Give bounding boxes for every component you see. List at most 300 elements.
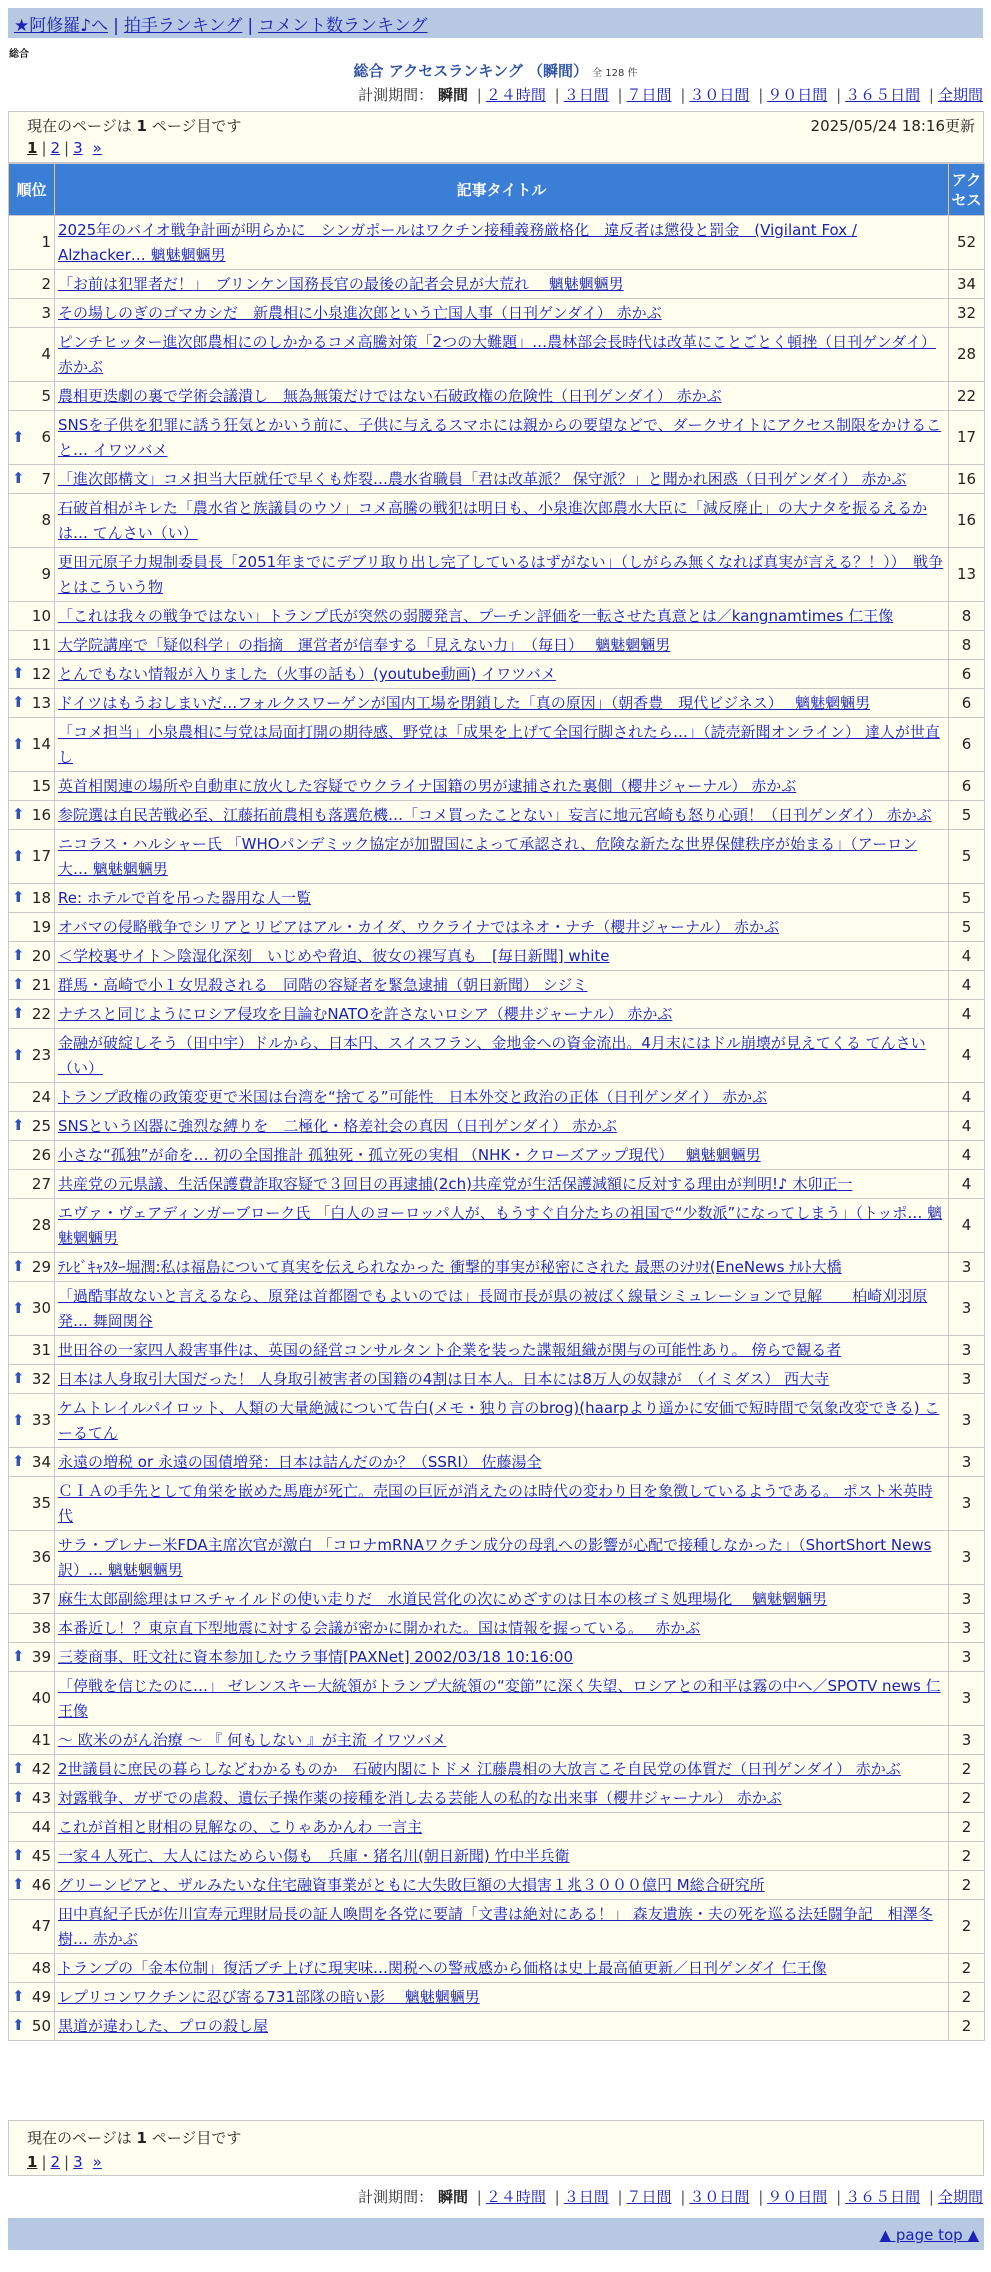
rank-cell bbox=[9, 1784, 55, 1813]
rank-number: 32 bbox=[31, 1369, 51, 1388]
rank-number: 27 bbox=[31, 1174, 51, 1193]
rank-number: 34 bbox=[31, 1452, 51, 1471]
rank-number: 45 bbox=[31, 1846, 51, 1865]
article-link[interactable]: SNSという凶器に強烈な縛りを 二極化・格差社会の真因（日刊ゲンダイ） 赤かぶ bbox=[58, 1117, 617, 1135]
rank-number: 12 bbox=[31, 664, 51, 683]
page-info-suffix: ページ目です bbox=[151, 117, 242, 135]
table-header bbox=[9, 164, 985, 216]
table-row bbox=[9, 1253, 985, 1282]
rank-number: 10 bbox=[31, 606, 51, 625]
rank-cell bbox=[9, 328, 55, 382]
title-cell bbox=[55, 328, 949, 382]
title-cell bbox=[55, 1672, 949, 1726]
rank-number: 41 bbox=[31, 1730, 51, 1749]
article-link[interactable]: サラ・ブレナー米FDA主席次官が激白 「コロナmRNAワクチン成分の母乳への影響が心配で接種しなかった」（ShortShort News訳）… 魑魅魍魎男 bbox=[58, 1536, 932, 1579]
rank-cell bbox=[9, 1477, 55, 1531]
article-link[interactable]: 「お前は犯罪者だ！」 ブリンケン国務長官の最後の記者会見が大荒れ 魑魅魍魎男 bbox=[58, 275, 624, 293]
title-cell bbox=[55, 1585, 949, 1614]
page-top-link[interactable]: ▲ page top ▲ bbox=[879, 2226, 979, 2244]
title-cell bbox=[55, 1141, 949, 1170]
table-row bbox=[9, 1900, 985, 1954]
rank-cell bbox=[9, 942, 55, 971]
up-arrow-icon: ⬆ bbox=[12, 664, 25, 682]
title-cell bbox=[55, 772, 949, 801]
rank-number: 30 bbox=[31, 1299, 51, 1317]
total-count: 全 128 件 bbox=[592, 68, 638, 79]
title-cell bbox=[55, 689, 949, 718]
article-link[interactable]: ナチスと同じようにロシア侵攻を目論むNATOを許さないロシア（櫻井ジャーナル） 赤かぶ bbox=[58, 1005, 673, 1023]
title-cell bbox=[55, 1983, 949, 2012]
access-count: 2 bbox=[949, 1954, 985, 1983]
up-arrow-icon: ⬆ bbox=[12, 693, 25, 711]
period-24h-link[interactable]: ２４時間 bbox=[485, 2188, 546, 2206]
period-separator: | bbox=[836, 2188, 842, 2206]
article-link[interactable]: ケムトレイルパイロット、人類の大量絶滅について告白(メモ・独り言のbrog)(haarpより遥かに安価で短時間で気象改変できる) こーるてん bbox=[58, 1399, 940, 1442]
access-count: 3 bbox=[949, 1672, 985, 1726]
period-separator: | bbox=[928, 86, 934, 104]
table-row bbox=[9, 971, 985, 1000]
table-row bbox=[9, 1448, 985, 1477]
rank-cell bbox=[9, 1755, 55, 1784]
rank-cell bbox=[9, 548, 55, 602]
table-row bbox=[9, 1954, 985, 1983]
article-link[interactable]: ﾃﾚﾋﾞｷｬｽﾀｰ堀潤:私は福島について真実を伝えられなかった 衝撃的事実が秘密にされた 最悪のｼﾅﾘｵ(EneNews ﾅﾙﾄ大橋 bbox=[58, 1258, 842, 1276]
table-row bbox=[9, 1336, 985, 1365]
table-row bbox=[9, 1170, 985, 1199]
rank-number: 5 bbox=[41, 386, 51, 405]
period-selector-top bbox=[358, 84, 983, 105]
period-separator: | bbox=[554, 86, 560, 104]
rank-cell bbox=[9, 884, 55, 913]
rank-number: 18 bbox=[31, 888, 51, 907]
period-separator: | bbox=[554, 2188, 560, 2206]
rank-number: 42 bbox=[31, 1759, 51, 1778]
rank-cell bbox=[9, 1643, 55, 1672]
page-info-number: 1 bbox=[136, 117, 147, 135]
pager-separator: | bbox=[41, 139, 47, 157]
table-row bbox=[9, 1614, 985, 1643]
rank-number: 2 bbox=[41, 274, 51, 293]
article-link[interactable]: ニコラス・ハルシャー氏 「WHOパンデミック協定が加盟国によって承認され、危険な新たな世界保健秩序が始まる」（アーロン大… 魑魅魍魎男 bbox=[58, 835, 918, 878]
access-count: 13 bbox=[949, 548, 985, 602]
access-count: 16 bbox=[949, 494, 985, 548]
title-cell bbox=[55, 1813, 949, 1842]
up-arrow-icon: ⬆ bbox=[12, 1759, 25, 1777]
rank-number: 26 bbox=[31, 1145, 51, 1164]
rank-cell bbox=[9, 602, 55, 631]
article-link[interactable]: 石破首相がキレた「農水省と族議員のウソ」コメ高騰の戦犯は明日も、小泉進次郎農水大臣に「減反廃止」の大ナタを振るえるかは… てんさい（い） bbox=[58, 499, 928, 542]
article-link[interactable]: 小さな“孤独”が命を… 初の全国推計 孤独死・孤立死の実相 （NHK・クローズアップ現代） 魑魅魍魎男 bbox=[58, 1146, 761, 1164]
period-90d-link[interactable]: ９０日間 bbox=[767, 86, 828, 104]
table-row bbox=[9, 1585, 985, 1614]
period-separator: | bbox=[617, 86, 623, 104]
rank-number: 28 bbox=[31, 1216, 51, 1234]
rank-number: 37 bbox=[31, 1589, 51, 1608]
rank-cell bbox=[9, 1336, 55, 1365]
table-row bbox=[9, 411, 985, 465]
article-link[interactable]: 対露戦争、ガザでの虐殺、遺伝子操作薬の接種を消し去る芸能人の私的な出来事（櫻井ジャーナル） 赤かぶ bbox=[58, 1789, 782, 1807]
access-count: 3 bbox=[949, 1643, 985, 1672]
table-row bbox=[9, 1029, 985, 1083]
article-link[interactable]: ＜学校裏サイト＞陰湿化深刻 いじめや脅迫、彼女の裸写真も [毎日新聞] white bbox=[58, 947, 610, 965]
rank-number: 6 bbox=[41, 428, 51, 446]
access-count: 8 bbox=[949, 602, 985, 631]
period-selector-bottom bbox=[358, 2186, 983, 2207]
access-count: 4 bbox=[949, 1170, 985, 1199]
pager-separator: | bbox=[64, 2153, 70, 2171]
table-row bbox=[9, 299, 985, 328]
article-link[interactable]: レプリコンワクチンに忍び寄る731部隊の暗い影 魑魅魍魎男 bbox=[58, 1988, 480, 2006]
rank-number: 17 bbox=[31, 847, 51, 865]
rank-number: 11 bbox=[31, 635, 51, 654]
table-row bbox=[9, 1784, 985, 1813]
article-link[interactable]: 「これは我々の戦争ではない」トランプ氏が突然の弱腰発言、プーチン評価を一転させた真意とは／kangnamtimes 仁王像 bbox=[58, 607, 894, 625]
article-link[interactable]: ドイツはもうおしまいだ…フォルクスワーゲンが国内工場を閉鎖した「真の原因」（朝香豊 現代ビジネス） 魑魅魍魎男 bbox=[58, 694, 871, 712]
rank-number: 21 bbox=[31, 975, 51, 994]
up-arrow-icon: ⬆ bbox=[12, 975, 25, 993]
period-current: 瞬間 bbox=[437, 86, 468, 104]
table-row bbox=[9, 772, 985, 801]
title-cell bbox=[55, 1394, 949, 1448]
period-365d-link[interactable]: ３６５日間 bbox=[845, 86, 921, 104]
title-cell bbox=[55, 494, 949, 548]
article-link[interactable]: これが首相と財相の見解なの、こりゃあかんわ 一言主 bbox=[58, 1818, 423, 1836]
rank-number: 39 bbox=[31, 1647, 51, 1666]
rank-cell bbox=[9, 270, 55, 299]
rank-cell bbox=[9, 1842, 55, 1871]
access-count: 28 bbox=[949, 328, 985, 382]
rank-number: 49 bbox=[31, 1987, 51, 2006]
title-cell bbox=[55, 1282, 949, 1336]
title-cell bbox=[55, 465, 949, 494]
up-arrow-icon: ⬆ bbox=[12, 946, 25, 964]
table-row bbox=[9, 660, 985, 689]
period-all-link[interactable]: 全期間 bbox=[937, 2188, 983, 2206]
table-row bbox=[9, 1842, 985, 1871]
access-count: 3 bbox=[949, 1253, 985, 1282]
article-link[interactable]: 一家４人死亡、大人にはためらい傷も 兵庫・猪名川(朝日新聞) 竹中半兵衛 bbox=[58, 1847, 570, 1865]
article-link[interactable]: ピンチヒッター進次郎農相にのしかかるコメ高騰対策「2つの大難題」…農林部会長時代は改革にことごとく頓挫（日刊ゲンダイ） 赤かぶ bbox=[58, 333, 936, 376]
access-count: 2 bbox=[949, 1813, 985, 1842]
access-count: 6 bbox=[949, 772, 985, 801]
rank-cell bbox=[9, 1394, 55, 1448]
period-separator: | bbox=[476, 2188, 482, 2206]
rank-cell bbox=[9, 465, 55, 494]
rank-number: 36 bbox=[31, 1548, 51, 1566]
article-link[interactable]: 田中真紀子氏が佐川宣寿元理財局長の証人喚問を各党に要請「文書は絶対にある！」 森友遺族・夫の死を巡る法廷闘争記 相澤冬樹… 赤かぶ bbox=[58, 1905, 933, 1948]
article-link[interactable]: 参院選は自民苦戦必至、江藤拓前農相も落選危機…「コメ買ったことない」妄言に地元宮崎も怒り心頭！（日刊ゲンダイ） 赤かぶ bbox=[58, 806, 932, 824]
access-count: 6 bbox=[949, 718, 985, 772]
pager-next[interactable]: » bbox=[92, 139, 102, 157]
pager-page-3[interactable]: 3 bbox=[73, 139, 83, 157]
access-count: 4 bbox=[949, 1029, 985, 1083]
article-link[interactable]: 「進次郎構文」コメ担当大臣就任で早くも炸裂…農水省職員「君は改革派？ 保守派？」と聞かれ困惑（日刊ゲンダイ） 赤かぶ bbox=[58, 470, 907, 488]
up-arrow-icon: ⬆ bbox=[12, 1647, 25, 1665]
period-30d-link[interactable]: ３０日間 bbox=[689, 86, 750, 104]
comment-ranking-link[interactable]: コメント数ランキング bbox=[258, 16, 428, 36]
article-link[interactable]: SNSを子供を犯罪に誘う狂気とかいう前に、子供に与えるスマホには親からの要望などで、ダークサイトにアクセス制限をかけること… イワツバメ bbox=[58, 416, 942, 459]
pager-page-2[interactable]: 2 bbox=[50, 2153, 61, 2171]
access-count: 5 bbox=[949, 884, 985, 913]
up-arrow-icon: ⬆ bbox=[12, 2016, 25, 2034]
rank-cell bbox=[9, 718, 55, 772]
up-arrow-icon: ⬆ bbox=[12, 469, 25, 487]
rank-number: 24 bbox=[31, 1087, 51, 1106]
rank-number: 25 bbox=[31, 1116, 51, 1135]
period-all-link[interactable]: 全期間 bbox=[937, 86, 983, 104]
rank-cell bbox=[9, 1365, 55, 1394]
access-count: 5 bbox=[949, 830, 985, 884]
rank-cell bbox=[9, 772, 55, 801]
rank-number: 38 bbox=[31, 1618, 51, 1637]
article-link[interactable]: 「停戦を信じたのに…」 ゼレンスキー大統領がトランプ大統領の“変節”に深く失望、ロシアとの和平は霧の中へ／SPOTV news 仁王像 bbox=[58, 1677, 941, 1720]
title-cell bbox=[55, 1029, 949, 1083]
access-count: 3 bbox=[949, 1614, 985, 1643]
article-link[interactable]: 黒道が違わした、プロの殺し屋 bbox=[58, 2017, 269, 2035]
title-cell bbox=[55, 913, 949, 942]
article-link[interactable]: とんでもない情報が入りました（火事の話も）(youtube動画) イワツバメ bbox=[58, 665, 556, 683]
article-link[interactable]: 2世議員に庶民の暮らしなどわかるものか 石破内閣にトドメ 江藤農相の大放言こそ自民党の体質だ（日刊ゲンダイ） 赤かぶ bbox=[58, 1760, 901, 1778]
period-label: 計測期間： bbox=[358, 2188, 434, 2206]
table-row bbox=[9, 328, 985, 382]
footer-bar bbox=[8, 2218, 984, 2250]
title-cell bbox=[55, 1448, 949, 1477]
pager-separator: | bbox=[41, 2153, 47, 2171]
nav-separator: | bbox=[247, 16, 254, 36]
article-link[interactable]: 「過酷事故ないと言えるなら、原発は首都圏でもよいのでは」長岡市長が県の被ばく線量シミュレーションで見解 柏崎刈羽原発… 舞岡関谷 bbox=[58, 1287, 928, 1330]
period-7d-link[interactable]: ７日間 bbox=[626, 86, 672, 104]
rank-number: 33 bbox=[31, 1411, 51, 1429]
page-info-bottom bbox=[8, 2120, 984, 2176]
access-count: 5 bbox=[949, 801, 985, 830]
article-link[interactable]: 三菱商事、旺文社に資本参加したウラ事情[PAXNet] 2002/03/18 10:16:00 bbox=[58, 1648, 574, 1666]
rank-cell bbox=[9, 1813, 55, 1842]
table-row bbox=[9, 270, 985, 299]
rank-cell bbox=[9, 1112, 55, 1141]
rank-cell bbox=[9, 1871, 55, 1900]
rank-cell bbox=[9, 830, 55, 884]
title-cell bbox=[55, 884, 949, 913]
rank-number: 14 bbox=[31, 735, 51, 753]
period-separator: | bbox=[758, 86, 764, 104]
article-link[interactable]: 麻生太郎副総理はロスチャイルドの使い走りだ 水道民営化の次にめざすのは日本の核ゴミ処理場化 魑魅魍魎男 bbox=[58, 1590, 828, 1608]
rank-cell bbox=[9, 1282, 55, 1336]
table-row bbox=[9, 1000, 985, 1029]
article-link[interactable]: ～ 欧米のがん治療 ～ 『 何もしない 』が主流 イワツバメ bbox=[58, 1731, 447, 1749]
access-count: 34 bbox=[949, 270, 985, 299]
access-count: 6 bbox=[949, 660, 985, 689]
table-row bbox=[9, 1141, 985, 1170]
article-link[interactable]: 更田元原子力規制委員長「2051年までにデブリ取り出し完了しているはずがない」（しがらみ無くなれば真実が言える？！）） 戦争とはこういう物 bbox=[58, 553, 944, 596]
table-row bbox=[9, 2012, 985, 2041]
access-count: 22 bbox=[949, 382, 985, 411]
table-row bbox=[9, 1643, 985, 1672]
up-arrow-icon: ⬆ bbox=[12, 1452, 25, 1470]
period-3d-link[interactable]: ３日間 bbox=[563, 2188, 609, 2206]
table-row bbox=[9, 548, 985, 602]
access-count: 2 bbox=[949, 1842, 985, 1871]
table-row bbox=[9, 1726, 985, 1755]
up-arrow-icon: ⬆ bbox=[12, 1410, 25, 1429]
rank-number: 19 bbox=[31, 917, 51, 936]
table-row bbox=[9, 602, 985, 631]
rank-cell bbox=[9, 1253, 55, 1282]
rank-number: 4 bbox=[41, 345, 51, 363]
article-link[interactable]: トランプの「金本位制」復活ブチ上げに現実味…関税への警戒感から価格は史上最高値更新／日刊ゲンダイ 仁王像 bbox=[58, 1959, 827, 1977]
article-link[interactable]: 英首相関連の場所や自動車に放火した容疑でウクライナ国籍の男が逮捕された裏側（櫻井ジャーナル） 赤かぶ bbox=[58, 777, 797, 795]
title-cell bbox=[55, 1083, 949, 1112]
article-link[interactable]: ＣＩＡの手先として角栄を嵌めた馬鹿が死亡。売国の巨匠が消えたのは時代の変わり目を象徴しているようである。 ポスト米英時代 bbox=[58, 1482, 933, 1525]
title-cell bbox=[55, 1784, 949, 1813]
rank-cell bbox=[9, 631, 55, 660]
article-link[interactable]: 農相更迭劇の裏で学術会議潰し 無為無策だけではない石破政権の危険性（日刊ゲンダイ） 赤かぶ bbox=[58, 387, 722, 405]
pager-current: 1 bbox=[27, 2153, 38, 2171]
up-arrow-icon: ⬆ bbox=[12, 888, 25, 906]
period-separator: | bbox=[617, 2188, 623, 2206]
clap-ranking-link[interactable]: 拍手ランキング bbox=[123, 16, 243, 36]
pager-page-3[interactable]: 3 bbox=[73, 2153, 83, 2171]
article-link[interactable]: 日本は人身取引大国だった！ 人身取引被害者の国籍の4割は日本人。日本には8万人の奴隷が （イミダス） 西大寺 bbox=[58, 1370, 830, 1388]
up-arrow-icon: ⬆ bbox=[12, 1116, 25, 1134]
rank-cell bbox=[9, 1000, 55, 1029]
rank-number: 50 bbox=[31, 2016, 51, 2035]
access-count: 52 bbox=[949, 216, 985, 270]
rank-number: 47 bbox=[31, 1917, 51, 1935]
title-cell bbox=[55, 1871, 949, 1900]
access-count: 6 bbox=[949, 689, 985, 718]
up-arrow-icon: ⬆ bbox=[12, 1298, 25, 1317]
period-24h-link[interactable]: ２４時間 bbox=[485, 86, 546, 104]
article-link[interactable]: グリーンピアと、ザルみたいな住宅融資事業がともに大失敗巨額の大損害１兆３０００億円 M総合研究所 bbox=[58, 1876, 765, 1894]
up-arrow-icon: ⬆ bbox=[12, 734, 25, 753]
article-link[interactable]: 本番近し！？東京直下型地震に対する会議が密かに開かれた。国は情報を握っている。 赤かぶ bbox=[58, 1619, 701, 1637]
period-separator: | bbox=[476, 86, 482, 104]
title-cell bbox=[55, 1726, 949, 1755]
article-link[interactable]: オバマの侵略戦争でシリアとリビアはアル・カイダ、ウクライナではネオ・ナチ（櫻井ジャーナル） 赤かぶ bbox=[58, 918, 780, 936]
period-30d-link[interactable]: ３０日間 bbox=[689, 2188, 750, 2206]
period-3d-link[interactable]: ３日間 bbox=[563, 86, 609, 104]
rank-number: 44 bbox=[31, 1817, 51, 1836]
rank-cell bbox=[9, 801, 55, 830]
title-cell bbox=[55, 299, 949, 328]
rank-cell bbox=[9, 913, 55, 942]
title-cell bbox=[55, 1199, 949, 1253]
rank-number: 48 bbox=[31, 1958, 51, 1977]
period-separator: | bbox=[928, 2188, 934, 2206]
access-count: 3 bbox=[949, 1726, 985, 1755]
access-count: 2 bbox=[949, 1900, 985, 1954]
title-cell bbox=[55, 801, 949, 830]
table-row bbox=[9, 942, 985, 971]
title-cell bbox=[55, 602, 949, 631]
rank-number: 7 bbox=[41, 469, 51, 488]
article-link[interactable]: 「コメ担当」小泉農相に与党は局面打開の期待感、野党は「成果を上げて全国行脚されたら…」（読売新聞オンライン） 達人が世直し bbox=[58, 723, 940, 766]
access-count: 32 bbox=[949, 299, 985, 328]
rank-number: 16 bbox=[31, 805, 51, 824]
title-cell bbox=[55, 1253, 949, 1282]
pager-page-2[interactable]: 2 bbox=[50, 139, 61, 157]
access-count: 3 bbox=[949, 1336, 985, 1365]
title-cell bbox=[55, 548, 949, 602]
title-cell bbox=[55, 631, 949, 660]
table-row bbox=[9, 1394, 985, 1448]
rank-number: 1 bbox=[41, 233, 51, 251]
rank-cell bbox=[9, 1954, 55, 1983]
table-row bbox=[9, 1871, 985, 1900]
table-row bbox=[9, 494, 985, 548]
table-row bbox=[9, 1983, 985, 2012]
title-cell bbox=[55, 1000, 949, 1029]
rank-cell bbox=[9, 1170, 55, 1199]
access-count: 4 bbox=[949, 1141, 985, 1170]
article-link[interactable]: 永遠の増税 or 永遠の国債増発：日本は詰んだのか？（SSRI） 佐藤湯全 bbox=[58, 1453, 542, 1471]
ranking-title: 総合 アクセスランキング （瞬間） bbox=[353, 62, 589, 80]
up-arrow-icon: ⬆ bbox=[12, 1045, 25, 1064]
rank-number: 35 bbox=[31, 1494, 51, 1512]
article-link[interactable]: トランプ政権の政策変更で米国は台湾を“捨てる”可能性 日本外交と政治の正体（日刊ゲンダイ） 赤かぶ bbox=[58, 1088, 768, 1106]
up-arrow-icon: ⬆ bbox=[12, 427, 25, 446]
article-link[interactable]: エヴァ・ヴェアディンガーブローク氏 「白人のヨーロッパ人が、もうすぐ自分たちの祖国で“少数派”になってしまう」（トッポ… 魑魅魍魎男 bbox=[58, 1204, 943, 1247]
home-link[interactable]: ★阿修羅♪へ bbox=[14, 16, 109, 36]
access-count: 3 bbox=[949, 1448, 985, 1477]
rank-cell bbox=[9, 1448, 55, 1477]
period-separator: | bbox=[758, 2188, 764, 2206]
rank-number: 46 bbox=[31, 1875, 51, 1894]
title-cell bbox=[55, 1170, 949, 1199]
table-row bbox=[9, 1531, 985, 1585]
period-365d-link[interactable]: ３６５日間 bbox=[845, 2188, 921, 2206]
page-info-top bbox=[8, 111, 984, 163]
period-7d-link[interactable]: ７日間 bbox=[626, 2188, 672, 2206]
pager-next[interactable]: » bbox=[92, 2153, 102, 2171]
rank-number: 20 bbox=[31, 946, 51, 965]
ranking-table bbox=[8, 163, 985, 2041]
rank-number: 31 bbox=[31, 1340, 51, 1359]
article-link[interactable]: 大学院講座で「疑似科学」の指摘 運営者が信奉する「見えない力」 （毎日） 魑魅魍魎男 bbox=[58, 636, 671, 654]
rank-cell bbox=[9, 1083, 55, 1112]
rank-cell bbox=[9, 411, 55, 465]
rank-cell bbox=[9, 382, 55, 411]
article-link[interactable]: 世田谷の一家四人殺害事件は、英国の経営コンサルタント企業を装った諜報組織が関与の可能性あり。 傍らで観る者 bbox=[58, 1341, 842, 1359]
table-row bbox=[9, 1672, 985, 1726]
access-count: 3 bbox=[949, 1282, 985, 1336]
period-90d-link[interactable]: ９０日間 bbox=[767, 2188, 828, 2206]
article-link[interactable]: Re: ホテルで首を吊った器用な人一覧 bbox=[58, 889, 312, 907]
access-count: 4 bbox=[949, 1000, 985, 1029]
title-cell bbox=[55, 270, 949, 299]
rank-number: 9 bbox=[41, 565, 51, 583]
access-count: 3 bbox=[949, 1531, 985, 1585]
access-count: 4 bbox=[949, 1199, 985, 1253]
article-link[interactable]: 共産党の元県議、生活保護費詐取容疑で３回目の再逮捕(2ch)共産党が生活保護減額に反対する理由が判明!♪ 木卯正一 bbox=[58, 1175, 853, 1193]
rank-cell bbox=[9, 216, 55, 270]
access-count: 4 bbox=[949, 1112, 985, 1141]
pager-current: 1 bbox=[27, 139, 38, 157]
pager-separator: | bbox=[64, 139, 70, 157]
table-row bbox=[9, 1365, 985, 1394]
article-link[interactable]: その場しのぎのゴマカシだ 新農相に小泉進次郎という亡国人事（日刊ゲンダイ） 赤かぶ bbox=[58, 304, 662, 322]
rank-number: 15 bbox=[31, 776, 51, 795]
rank-cell bbox=[9, 971, 55, 1000]
access-count: 2 bbox=[949, 1871, 985, 1900]
title-cell bbox=[55, 660, 949, 689]
article-link[interactable]: 群馬・高崎で小１女児殺される 同階の容疑者を緊急逮捕（朝日新聞） シジミ bbox=[58, 976, 588, 994]
article-link[interactable]: 金融が破綻しそう（田中宇）ドルから、日本円、スイスフラン、金地金への資金流出。4月末にはドル崩壊が見えてくる てんさい（い） bbox=[58, 1034, 926, 1077]
page-title bbox=[0, 60, 991, 81]
access-count: 4 bbox=[949, 1083, 985, 1112]
article-link[interactable]: 2025年のバイオ戦争計画が明らかに シンガポールはワクチン接種義務厳格化 違反者は懲役と罰金 (Vigilant Fox / Alzhacker… 魑魅魍魎男 bbox=[58, 221, 857, 264]
title-cell bbox=[55, 1112, 949, 1141]
